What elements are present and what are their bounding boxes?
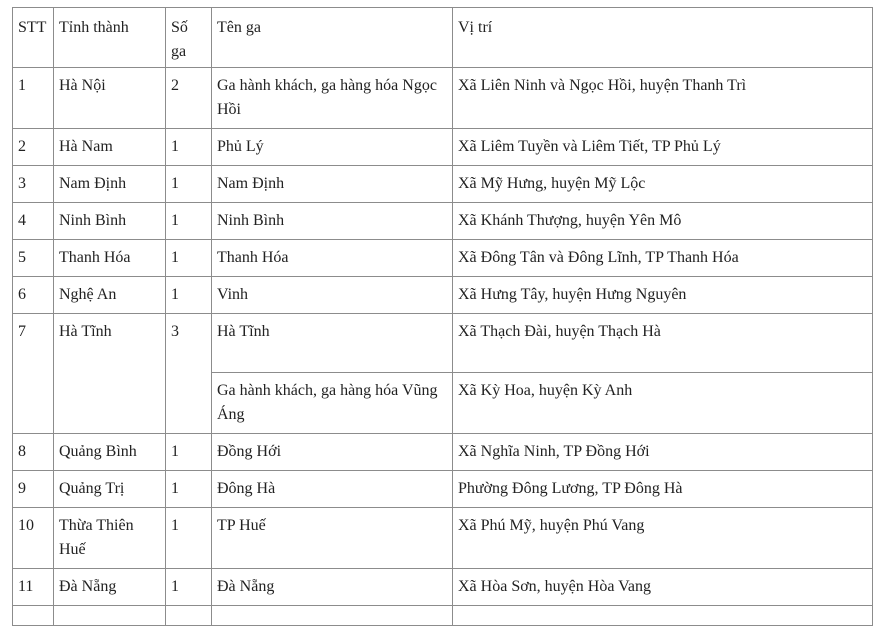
cell-location: Xã Kỳ Hoa, huyện Kỳ Anh <box>453 373 873 434</box>
cell-location: Xã Thạch Đài, huyện Thạch Hà <box>453 314 873 373</box>
cell-station: Phủ Lý <box>212 129 453 166</box>
cell-station: Ninh Bình <box>212 203 453 240</box>
cell-province: Nam Định <box>54 166 166 203</box>
cell-stt: 9 <box>13 471 54 508</box>
cell-count: 1 <box>166 434 212 471</box>
table-row <box>13 68 873 129</box>
table-row <box>13 508 873 569</box>
cell-count: 1 <box>166 129 212 166</box>
table-row <box>13 203 873 240</box>
cell-province: Đà Nẵng <box>54 569 166 606</box>
cell-location: Xã Hòa Sơn, huyện Hòa Vang <box>453 569 873 606</box>
cell-empty <box>13 606 54 626</box>
cell-location: Xã Đông Tân và Đông Lĩnh, TP Thanh Hóa <box>453 240 873 277</box>
table-row <box>13 434 873 471</box>
cell-province: Nghệ An <box>54 277 166 314</box>
cell-stt: 10 <box>13 508 54 569</box>
header-province: Tỉnh thành <box>54 8 166 68</box>
cell-province: Quảng Trị <box>54 471 166 508</box>
cell-station: Đông Hà <box>212 471 453 508</box>
cell-stt: 5 <box>13 240 54 277</box>
cell-location: Xã Phú Mỹ, huyện Phú Vang <box>453 508 873 569</box>
cell-empty <box>166 606 212 626</box>
cell-province: Hà Tĩnh <box>54 314 166 434</box>
table-row <box>13 240 873 277</box>
cell-station: TP Huế <box>212 508 453 569</box>
cell-stt: 11 <box>13 569 54 606</box>
cell-count: 3 <box>166 314 212 434</box>
header-row <box>13 8 873 68</box>
cell-station: Hà Tĩnh <box>212 314 453 373</box>
cell-location: Xã Hưng Tây, huyện Hưng Nguyên <box>453 277 873 314</box>
cell-count: 1 <box>166 277 212 314</box>
cell-location: Phường Đông Lương, TP Đông Hà <box>453 471 873 508</box>
header-station-name: Tên ga <box>212 8 453 68</box>
cell-province: Thừa Thiên Huế <box>54 508 166 569</box>
cell-empty <box>54 606 166 626</box>
cell-station: Đồng Hới <box>212 434 453 471</box>
cell-stt: 6 <box>13 277 54 314</box>
cell-province: Quảng Bình <box>54 434 166 471</box>
cell-province: Hà Nội <box>54 68 166 129</box>
table-row <box>13 606 873 626</box>
cell-station: Ga hành khách, ga hàng hóa Ngọc Hồi <box>212 68 453 129</box>
cell-province: Ninh Bình <box>54 203 166 240</box>
cell-station: Thanh Hóa <box>212 240 453 277</box>
table-row <box>13 277 873 314</box>
header-count-line2: ga <box>171 43 187 60</box>
cell-stt: 3 <box>13 166 54 203</box>
header-location: Vị trí <box>453 8 873 68</box>
table-row <box>13 314 873 373</box>
cell-count: 1 <box>166 166 212 203</box>
cell-location: Xã Liên Ninh và Ngọc Hồi, huyện Thanh Trì <box>453 68 873 129</box>
cell-stt: 8 <box>13 434 54 471</box>
cell-province: Hà Nam <box>54 129 166 166</box>
cell-stt: 2 <box>13 129 54 166</box>
cell-count: 2 <box>166 68 212 129</box>
cell-empty <box>453 606 873 626</box>
table-row <box>13 569 873 606</box>
cell-count: 1 <box>166 569 212 606</box>
table-row <box>13 129 873 166</box>
cell-station: Vinh <box>212 277 453 314</box>
cell-province: Thanh Hóa <box>54 240 166 277</box>
table-row <box>13 166 873 203</box>
cell-station: Đà Nẵng <box>212 569 453 606</box>
cell-location: Xã Mỹ Hưng, huyện Mỹ Lộc <box>453 166 873 203</box>
cell-count: 1 <box>166 508 212 569</box>
cell-stt: 1 <box>13 68 54 129</box>
stations-table <box>12 7 873 626</box>
header-stt: STT <box>13 8 54 68</box>
cell-location: Xã Nghĩa Ninh, TP Đồng Hới <box>453 434 873 471</box>
header-count-line1: Số <box>171 19 188 36</box>
cell-empty <box>212 606 453 626</box>
cell-count: 1 <box>166 240 212 277</box>
cell-location: Xã Khánh Thượng, huyện Yên Mô <box>453 203 873 240</box>
cell-count: 1 <box>166 471 212 508</box>
cell-stt: 4 <box>13 203 54 240</box>
header-station-count <box>166 8 212 68</box>
cell-station: Nam Định <box>212 166 453 203</box>
cell-count: 1 <box>166 203 212 240</box>
table-row <box>13 471 873 508</box>
cell-location: Xã Liêm Tuyền và Liêm Tiết, TP Phủ Lý <box>453 129 873 166</box>
cell-station: Ga hành khách, ga hàng hóa Vũng Áng <box>212 373 453 434</box>
cell-stt: 7 <box>13 314 54 434</box>
